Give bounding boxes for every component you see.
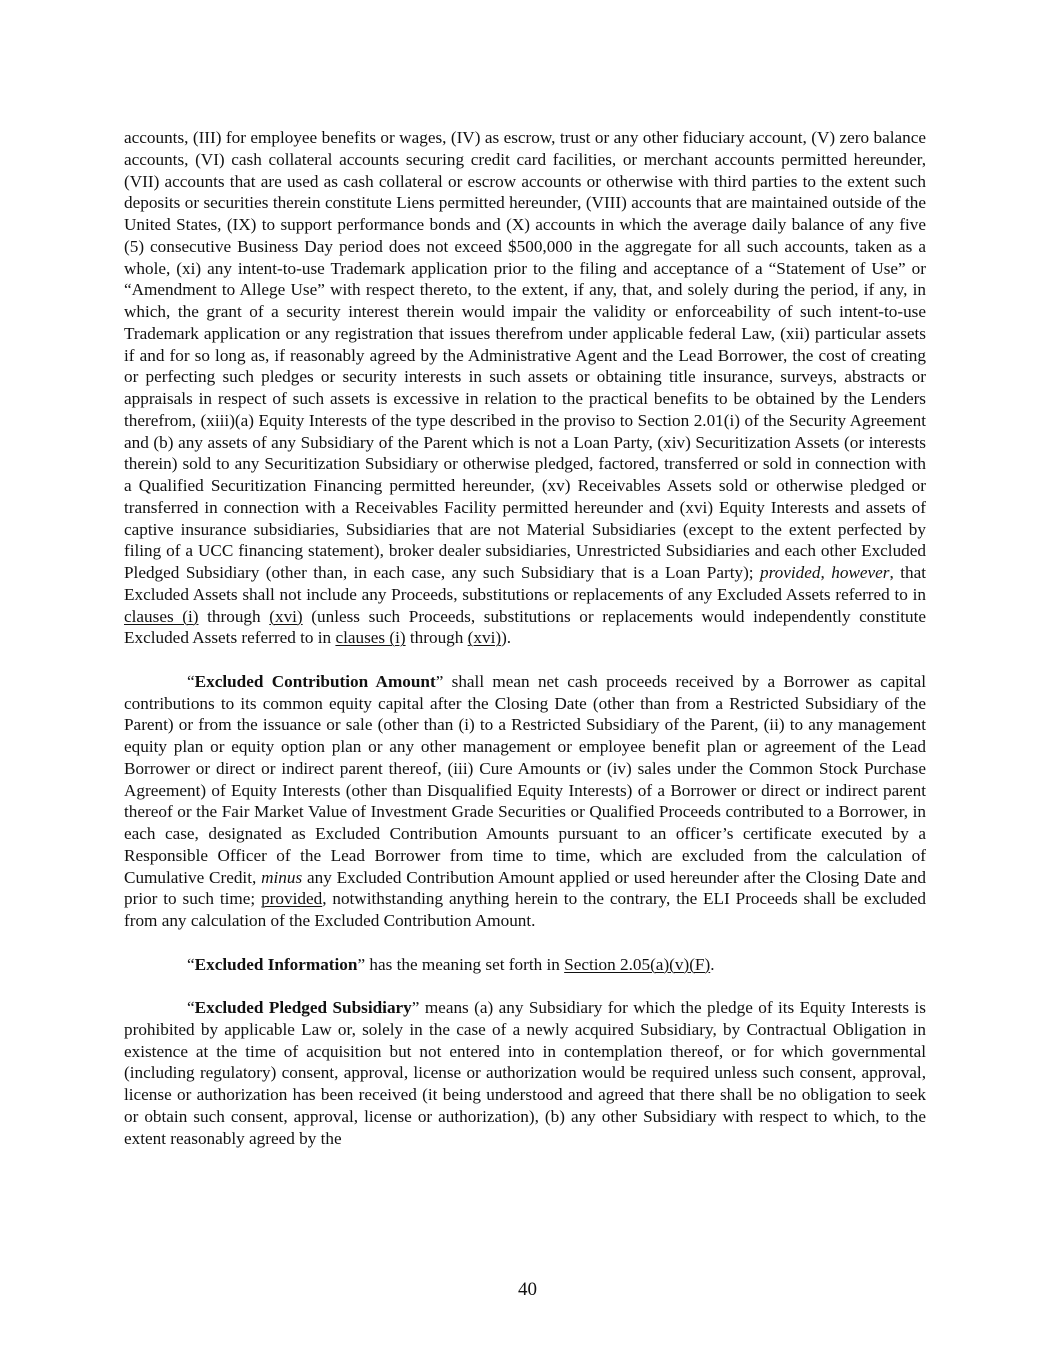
text-segment: through bbox=[405, 628, 468, 648]
definition-text: any Excluded Contribution Amount applied or used hereunder after the Closing Date and prior to such time; bbox=[124, 867, 926, 909]
clause-reference-link[interactable]: (xvi) bbox=[467, 628, 502, 648]
italic-term-minus: minus bbox=[261, 867, 303, 887]
close-quote: ” bbox=[357, 954, 366, 974]
document-page bbox=[124, 127, 926, 1149]
defined-term: Excluded Information bbox=[194, 954, 358, 974]
paragraph-excluded-pledged-subsidiary bbox=[124, 997, 926, 1149]
clause-reference-link[interactable]: clauses (i) bbox=[124, 606, 199, 626]
close-quote: ” bbox=[411, 998, 420, 1017]
open-quote: “ bbox=[187, 998, 195, 1017]
close-quote: ” bbox=[435, 671, 444, 691]
definition-text: shall mean net cash proceeds received by a Borrower as capital contributions to its common equity capital after the Closing Date (other than from a Restricted Subsidiary of the Parent) or from the issuance or sale (other than (i) to a Restricted Subsidiary of the Parent, (ii) to any management equity plan or equity option plan or any other management or employee benefit plan or agreement of the Lead Borrower or direct or indirect parent thereof, (iii) Cure Amounts or (iv) sales under the Common Stock Purchase Agreement) of Equity Interests (other than Disqualified Equity Interests) of a Borrower or direct or indirect parent thereof or the Fair Market Value of Investment Grade Securities or Qualified Proceeds contributed to a Borrower, in each case, designated as Excluded Contribution Amounts pursuant to an officer’s certificate executed by a Responsible Officer of the Lead Borrower from time to time, which are excluded from the calculation of Cumulative Credit, bbox=[124, 671, 926, 887]
italic-term-however: however bbox=[831, 563, 890, 582]
section-reference-link[interactable]: Section 2.05(a)(v)(F) bbox=[564, 954, 711, 974]
page-number: 40 bbox=[518, 1279, 537, 1300]
italic-term-provided: provided bbox=[760, 563, 821, 582]
text-segment: , that Excluded Assets shall not include any Proceeds, substitutions or replacements of any Excluded Assets referred to in bbox=[124, 563, 926, 604]
open-quote: “ bbox=[187, 671, 195, 691]
clause-reference-link[interactable]: clauses (i) bbox=[335, 628, 406, 648]
definition-text: , notwithstanding anything herein to the contrary, the ELI Proceeds shall be excluded from any calculation of the Excluded Contribution Amount. bbox=[124, 889, 926, 930]
open-quote: “ bbox=[187, 954, 195, 974]
text-segment: , bbox=[820, 563, 832, 582]
paragraph-excluded-information bbox=[124, 954, 926, 976]
text-segment: (unless such Proceeds, substitutions or replacements would independently constitute Excluded Assets referred to in bbox=[124, 606, 926, 648]
defined-term: Excluded Pledged Subsidiary bbox=[194, 998, 412, 1017]
definition-text: . bbox=[710, 954, 715, 974]
text-segment: accounts, (III) for employee benefits or wages, (IV) as escrow, trust or any other fiduciary account, (V) zero balance accounts, (VI) cash collateral accounts securing credit card facilities, or merchant accounts permitted hereunder, (VII) accounts that are used as cash collateral or escrow accounts or otherwise with third parties to the extent such deposits or securities therein constitute Liens permitted hereunder, (VIII) accounts that are maintained outside of the United States, (IX) to support performance bonds and (X) accounts in which the average daily balance of any five (5) consecutive Business Day period does not exceed $500,000 in the aggregate for all such accounts, taken as a whole, (xi) any intent-to-use Trademark application prior to the filing and acceptance of a “Statement of Use” or “Amendment to Allege Use” with respect thereto, to the extent, if any, that, and solely during the period, if any, in which, the grant of a security interest therein would impair the validity or enforceability of such intent-to-use Trademark application or any registration that issues therefrom under applicable federal Law, (xii) particular assets if and for so long as, if reasonably agreed by the Administrative Agent and the Lead Borrower, the cost of creating or perfecting such pledges or security interests in such assets or obtaining title insurance, surveys, abstracts or appraisals in respect of such assets is excessive in relation to the practical benefits to be obtained by the Lenders therefrom, (xiii)(a) Equity Interests of the type described in the proviso to Section 2.01(i) of the Security Agreement and (b) any assets of any Subsidiary of the Parent which is not a Loan Party, (xiv) Securitization Assets (or interests therein) sold to any Securitization Subsidiary or otherwise pledged, factored, transferred or sold in connection with a Qualified Securitization Financing permitted hereunder, (xv) Receivables Assets sold or otherwise pledged or transferred in connection with a Receivables Facility permitted hereunder and (xvi) Equity Interests and assets of captive insurance subsidiaries, Subsidiaries that are not Material Subsidiaries (except to the extent perfected by filing of a UCC financing statement), broker dealer subsidiaries, Unrestricted Subsidiaries and each other Excluded Pledged Subsidiary (other than, in each case, any such Subsidiary that is a Loan Party); bbox=[124, 128, 926, 582]
clause-reference-link[interactable]: (xvi) bbox=[269, 606, 303, 626]
definition-text: means (a) any Subsidiary for which the pledge of its Equity Interests is prohibited by applicable Law or, solely in the case of a newly acquired Subsidiary, by Contractual Obligation in existence at the time of acquisition but not entered into in contemplation thereof, or for which governmental (including regulatory) consent, approval, license or authorization would be required unless such consent, approval, license or authorization has been received (it being understood and agreed that there shall be no obligation to seek or obtain such consent, approval, license or authorization), (b) any other Subsidiary with respect to which, to the extent reasonably agreed by the bbox=[124, 998, 926, 1148]
paragraph-excluded-contribution-amount bbox=[124, 671, 926, 932]
underlined-term-provided: provided bbox=[261, 889, 323, 909]
defined-term: Excluded Contribution Amount bbox=[194, 671, 436, 691]
text-segment: through bbox=[198, 606, 270, 626]
paragraph-excluded-assets-continued bbox=[124, 127, 926, 649]
definition-text: has the meaning set forth in bbox=[365, 954, 565, 974]
text-segment: ). bbox=[501, 628, 512, 648]
